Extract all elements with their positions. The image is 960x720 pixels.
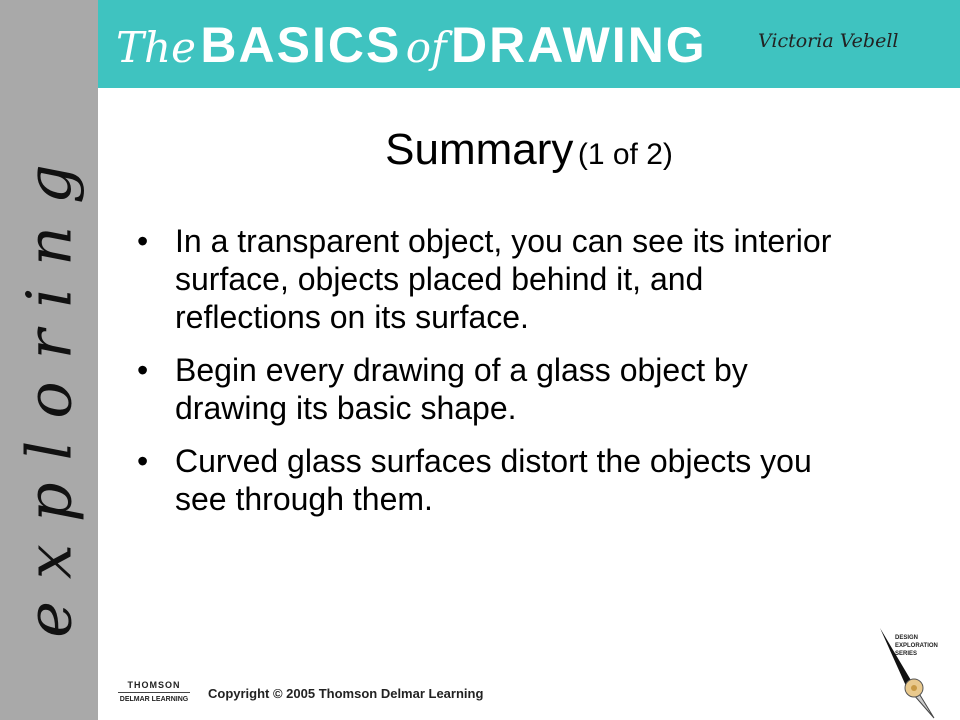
sidebar bbox=[0, 0, 98, 720]
title-word-the: The bbox=[116, 23, 196, 72]
bullet-marker: • bbox=[137, 352, 149, 388]
header-band bbox=[98, 0, 960, 88]
bullet-text: Begin every drawing of a glass object by drawing its basic shape. bbox=[175, 352, 748, 426]
publisher-logo-rule bbox=[118, 692, 190, 693]
bullet-list bbox=[137, 222, 857, 533]
book-title bbox=[116, 16, 707, 74]
publisher-logo bbox=[118, 680, 190, 710]
series-label-line: EXPLORATION bbox=[895, 643, 938, 649]
title-word-basics: BASICS bbox=[200, 17, 402, 73]
bullet-marker: • bbox=[137, 443, 149, 479]
series-label-line: DESIGN bbox=[895, 635, 919, 641]
publisher-logo-subname: DELMAR LEARNING bbox=[119, 696, 189, 703]
series-label bbox=[895, 634, 938, 658]
bullet-item bbox=[137, 351, 857, 427]
series-label-line: SERIES bbox=[895, 651, 918, 657]
sidebar-vertical-text: exploring bbox=[12, 142, 86, 638]
author-name: Victoria Vebell bbox=[758, 30, 899, 52]
copyright-notice: Copyright © 2005 Thomson Delmar Learning bbox=[208, 686, 484, 701]
slide-title bbox=[98, 125, 960, 175]
publisher-logo-name: THOMSON bbox=[127, 680, 181, 690]
bullet-marker: • bbox=[137, 223, 149, 259]
bullet-item bbox=[137, 222, 857, 336]
slide-title-page-indicator: (1 of 2) bbox=[577, 138, 673, 171]
title-word-drawing: DRAWING bbox=[451, 17, 707, 73]
bullet-text: In a transparent object, you can see its interior surface, objects placed behind it, and reflections on its surface. bbox=[175, 223, 832, 335]
slide-title-main: Summary bbox=[385, 125, 574, 174]
bullet-text: Curved glass surfaces distort the objects you see through them. bbox=[175, 443, 812, 517]
bullet-item bbox=[137, 442, 857, 518]
title-word-of: of bbox=[405, 23, 447, 72]
